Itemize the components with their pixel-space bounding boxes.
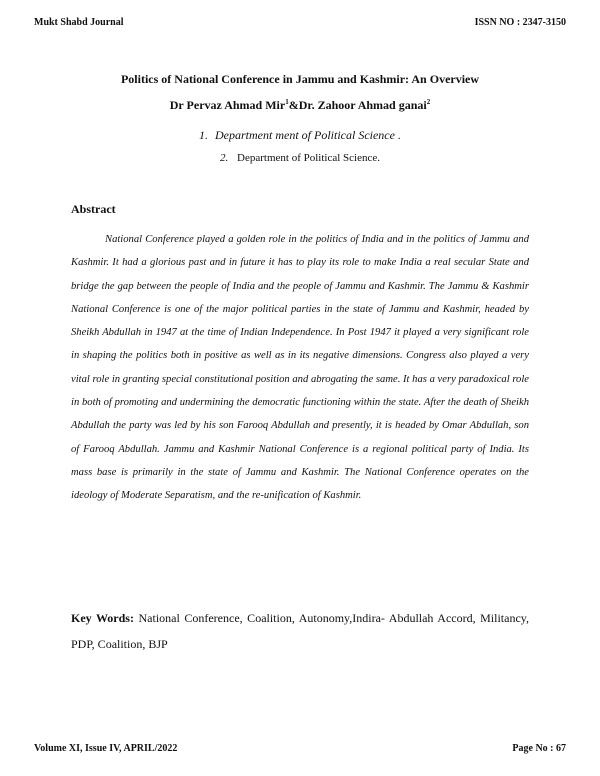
keywords-text: National Conference, Coalition, Autonomy,Indira- Abdullah Accord, Militancy, PDP, Coalition, BJP: [71, 611, 530, 651]
author-2-sup: 2: [426, 98, 431, 106]
affiliation-1-text: Department ment of Political Science .: [215, 128, 401, 142]
author-1: Dr Pervaz Ahmad Mir: [169, 98, 286, 112]
issn-number: ISSN NO : 2347-3150: [474, 17, 566, 28]
abstract-heading: Abstract: [71, 202, 116, 216]
abstract-body: National Conference played a golden role in the politics of India and in the politics of Jammu and Kashmir. It had a glorious past and in future it has to play its role to make India a real secular State and bridge the gap between the people of India and the people of Jammu and Kashmir. The Jammu & Kashmir National Conference is one of the major political parties in the state of Jammu and Kashmir, headed by Sheikh Abdullah in 1947 at the time of Indian Independence. In Post 1947 it played a very significant role in shaping the politics both in positive as well as in its negative dimensions. Congress also played a very vital role in granting special constitutional position and abrogating the same. It has a very paradoxical role in both of promoting and undermining the democratic functioning within the state. After the death of Sheikh Abdullah the party was led by his son Farooq Abdullah and presently, it is headed by Omar Abdullah, son of Farooq Abdullah. Jammu and Kashmir National Conference is a regional political party of India. Its mass base is primarily in the state of Jammu and Kashmir. The National Conference operates on the ideology of Moderate Separatism, and the re-unification of Kashmir.: [71, 234, 529, 502]
page-number: Page No : 67: [512, 743, 566, 754]
journal-name: Mukt Shabd Journal: [34, 17, 124, 28]
keywords-label: Key Words:: [71, 611, 134, 625]
author-line: [0, 98, 600, 113]
affiliation-1-number: 1.: [199, 128, 209, 142]
affiliation-2-text: Department of Political Science.: [237, 152, 380, 164]
affiliation-2-number: 2.: [220, 152, 229, 164]
author-separator: &: [288, 98, 299, 112]
volume-issue: Volume XI, Issue IV, APRIL/2022: [34, 743, 178, 754]
keywords-paragraph: [71, 605, 529, 657]
affiliation-2: [0, 152, 600, 164]
paper-title: Politics of National Conference in Jammu and Kashmir: An Overview: [120, 72, 480, 86]
author-1-sup: 1: [285, 98, 289, 106]
affiliation-1: [0, 128, 600, 143]
author-2: Dr. Zahoor Ahmad ganai: [298, 98, 427, 112]
